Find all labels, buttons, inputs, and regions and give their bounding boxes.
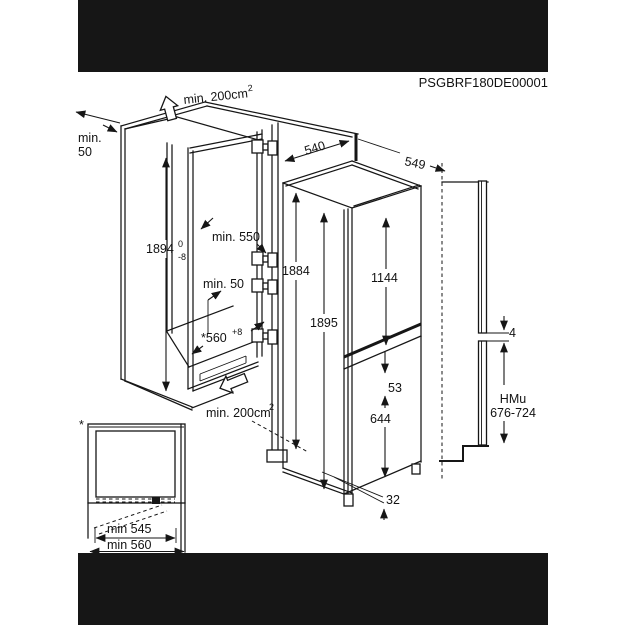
- wall-clearance-label-2: 50: [78, 145, 92, 159]
- appliance-width-label: 540: [302, 138, 327, 158]
- niche-height-tol-upper: 0: [178, 239, 184, 249]
- vent-top-label-group: [183, 83, 254, 107]
- bottom-letterbox-bar: [78, 553, 548, 625]
- lower-panel-range: 676-724: [490, 406, 536, 420]
- hinge-icon: [252, 252, 277, 267]
- hinge-icon: [252, 329, 277, 344]
- vent-bottom-sup: 2: [269, 402, 275, 412]
- rear-clearance-label: min. 50: [203, 277, 244, 291]
- dim-lower-panel-height: [490, 343, 536, 443]
- dim-wall-clearance: [76, 112, 120, 159]
- dim-topview-inner-width: [96, 522, 175, 538]
- hinge-icon: [252, 140, 277, 155]
- dim-topview-outer-width: [90, 538, 184, 552]
- topview-outer-width-label: min 560: [107, 538, 152, 552]
- door-gap-label: 53: [388, 381, 402, 395]
- dim-overall-height: [310, 213, 338, 489]
- vent-bottom-label: min. 200cm: [206, 406, 271, 420]
- vent-arrow-up-icon: [157, 94, 181, 122]
- dim-appliance-width: [285, 138, 349, 161]
- dim-niche-depth: [201, 218, 266, 253]
- dim-upper-door: [371, 218, 398, 345]
- niche-width-tol: +8: [232, 327, 243, 337]
- top-view-inset: [79, 418, 185, 552]
- niche-height-tol-lower: -8: [178, 252, 187, 262]
- appliance-depth-label: 549: [403, 154, 427, 173]
- niche-depth-label: min. 550: [212, 230, 260, 244]
- dim-door-gap: [385, 351, 402, 408]
- side-panel-view: [440, 163, 536, 480]
- plinth-height-label: 32: [386, 493, 400, 507]
- appliance-drawing: [282, 134, 445, 520]
- niche-width-label: *560: [201, 331, 227, 345]
- vent-arrow-left-icon: [217, 369, 250, 396]
- dim-body-height: [282, 193, 310, 449]
- top-view-marker: *: [79, 418, 84, 432]
- body-height-label: 1884: [282, 264, 310, 278]
- dim-plinth-height: [322, 472, 400, 520]
- lower-door-label: 644: [370, 412, 391, 426]
- overall-height-label: 1895: [310, 316, 338, 330]
- dim-panel-gap: [504, 316, 516, 340]
- dim-niche-height: [146, 158, 186, 391]
- hinge-icon: [252, 279, 277, 294]
- panel-gap-label: 4: [509, 326, 516, 340]
- topview-inner-width-label: min 545: [107, 522, 152, 536]
- wall-clearance-label-1: min.: [78, 131, 102, 145]
- vent-bottom-label-group: [206, 402, 308, 452]
- dim-rear-clearance: [203, 277, 244, 334]
- niche-height-label: 1894: [146, 242, 174, 256]
- dim-lower-door: [370, 412, 391, 477]
- vent-top-sup: 2: [247, 82, 254, 94]
- lower-panel-label: HMu: [499, 392, 527, 406]
- upper-door-label: 1144: [371, 271, 398, 285]
- part-number-label: PSGBRF180DE00001: [418, 75, 548, 90]
- top-letterbox-bar: [78, 0, 548, 72]
- vent-top-label: min. 200cm: [182, 86, 249, 107]
